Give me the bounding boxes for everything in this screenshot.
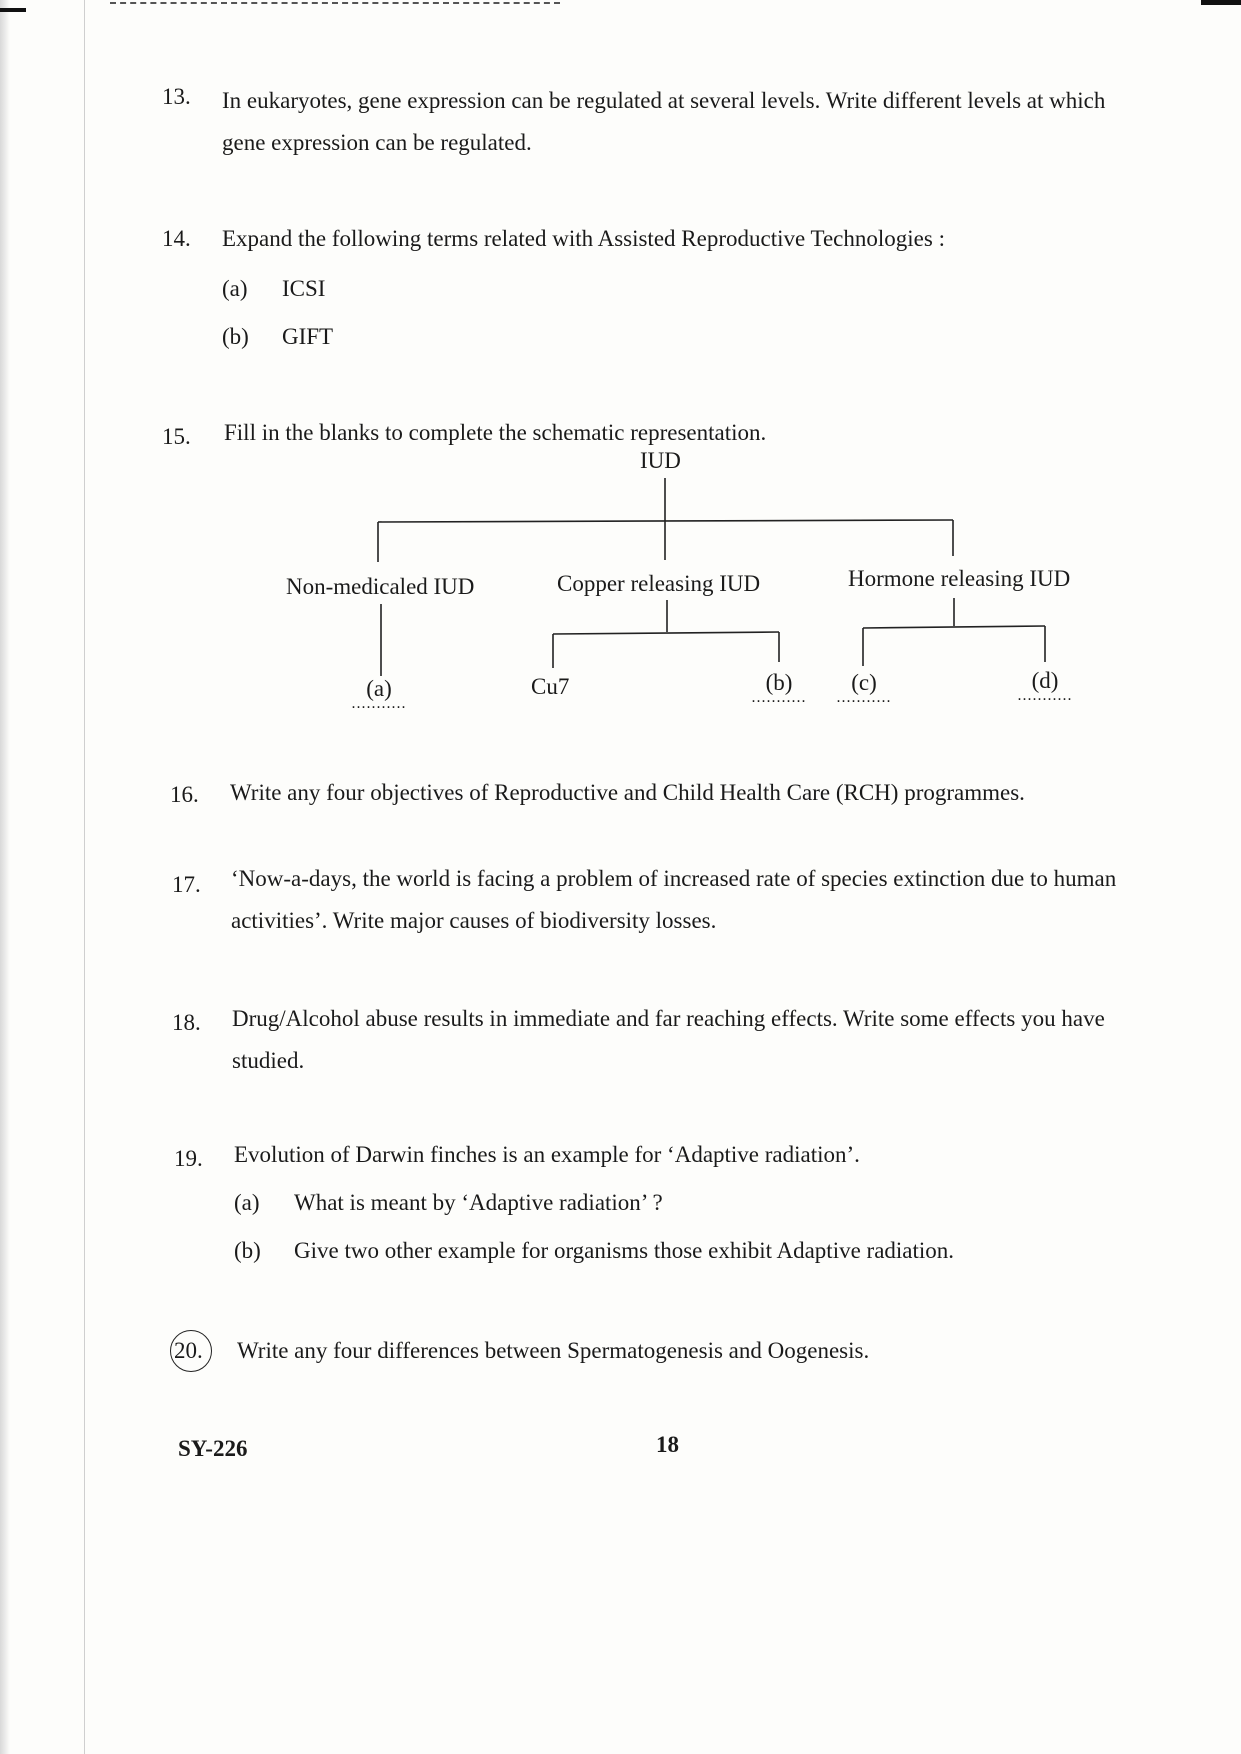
question-number: 20. (174, 1338, 203, 1363)
blank-a (344, 676, 414, 712)
blank-d (1010, 668, 1080, 704)
branch-bar (378, 520, 953, 522)
copper-bar (553, 632, 779, 634)
sub-question-a (234, 1190, 663, 1216)
question-text: Evolution of Darwin finches is an example for ‘Adaptive radiation’. (234, 1142, 860, 1167)
question-number: 14. (162, 226, 191, 251)
blank-c (829, 670, 899, 706)
dotted-blank: ........... (1017, 687, 1073, 704)
sub-label: (a) (234, 1190, 260, 1215)
blank-label: (c) (851, 670, 877, 695)
sub-label: (b) (222, 324, 249, 349)
question-text: Write any four differences between Spermatogenesis and Oogenesis. (237, 1338, 870, 1363)
question-number: 18. (172, 1010, 201, 1035)
blank-label: (a) (366, 676, 392, 701)
blank-b (744, 670, 814, 706)
question-text: Fill in the blanks to complete the schematic representation. (224, 420, 767, 445)
question-text: Expand the following terms related with Assisted Reproductive Technologies : (222, 226, 945, 251)
diagram-branch-nonmedicated: Non-medicaled IUD (286, 574, 475, 599)
diagram-branch-hormone: Hormone releasing IUD (848, 566, 1071, 591)
diagram-leaf-cu7: Cu7 (531, 674, 570, 699)
sub-text: Give two other example for organisms those exhibit Adaptive radiation. (294, 1238, 955, 1263)
blank-label: (d) (1031, 668, 1059, 693)
sub-text: GIFT (282, 324, 334, 349)
question-number: 16. (170, 782, 199, 807)
dotted-blank: ........... (751, 689, 807, 706)
dotted-blank: ........... (836, 689, 892, 706)
diagram-branch-copper: Copper releasing IUD (557, 571, 761, 596)
question-text: Write any four objectives of Reproductive and Child Health Care (RCH) programmes. (230, 780, 1025, 805)
question-number: 19. (174, 1146, 203, 1171)
question-text: Drug/Alcohol abuse results in immediate and far reaching effects. Write some effects you have studied. (232, 1006, 1105, 1073)
question-number: 15. (162, 424, 191, 449)
page-number: 18 (656, 1432, 679, 1457)
sub-question-b (234, 1238, 954, 1264)
diagram-root-iud: IUD (640, 448, 681, 473)
sub-text: What is meant by ‘Adaptive radiation’ ? (294, 1190, 663, 1215)
paper-code: SY-226 (178, 1436, 248, 1461)
sub-label: (b) (234, 1238, 261, 1263)
question-text: In eukaryotes, gene expression can be regulated at several levels. Write different levels at which gene expression can be regulated. (222, 88, 1106, 155)
question-text: ‘Now-a-days, the world is facing a problem of increased rate of species extinction due to human activities’. Write major causes of biodiversity losses. (231, 866, 1117, 933)
sub-text: ICSI (282, 276, 326, 301)
question-number: 17. (172, 872, 201, 897)
hormone-bar (863, 626, 1045, 628)
question-number: 13. (162, 84, 191, 109)
dotted-blank: ........... (351, 695, 407, 712)
sub-label: (a) (222, 276, 248, 301)
blank-label: (b) (765, 670, 793, 695)
